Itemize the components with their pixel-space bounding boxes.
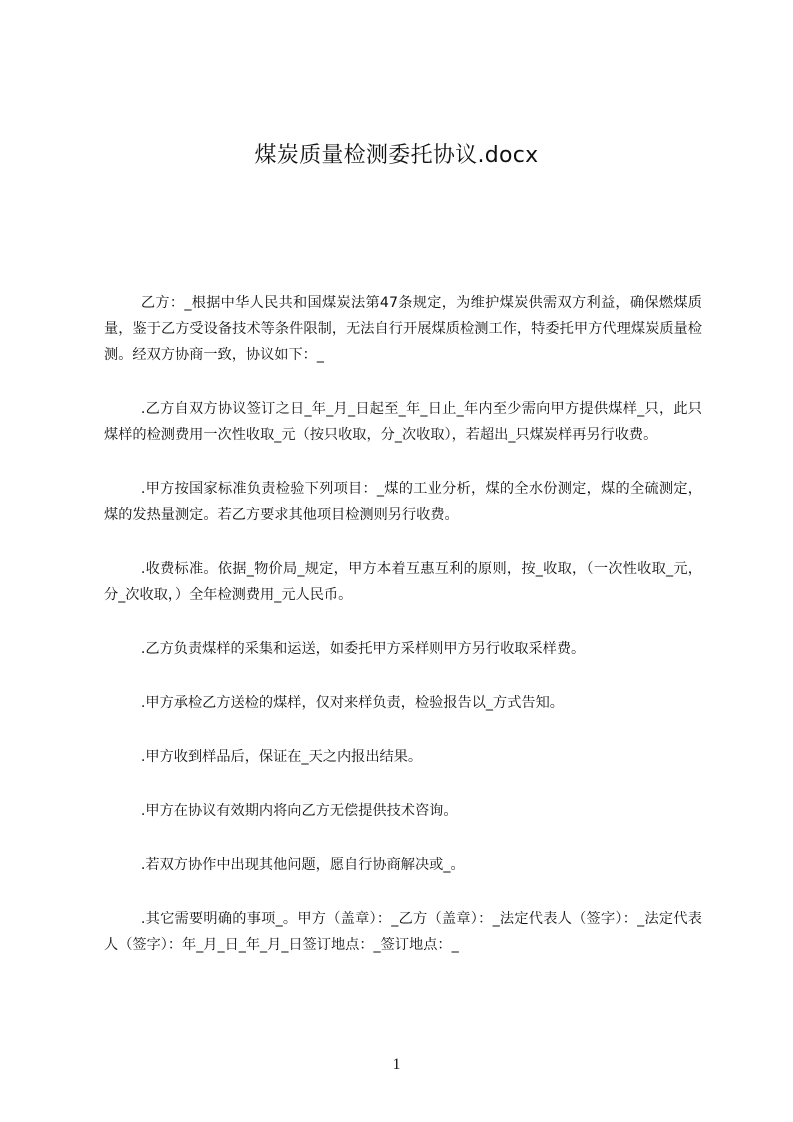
paragraph-consulting: .甲方在协议有效期内将向乙方无偿提供技术咨询。 xyxy=(140,803,458,819)
page-number: 1 xyxy=(392,1056,401,1073)
paragraph-intro: 乙方：_根据中华人民共和国煤炭法第47条规定，为维护煤炭供需双方利益，确保燃煤质量，鉴于乙方受设备技术等条件限制，无法自行开展煤质检测工作，特委托甲方代理煤炭质量检测。经双方协商一致，协议如下：_ xyxy=(104,295,702,363)
document-title: 煤炭质量检测委托协议.docx xyxy=(254,143,539,168)
paragraph-report: .甲方承检乙方送检的煤样，仅对来样负责，检验报告以_方式告知。 xyxy=(140,695,564,711)
paragraph-disputes: .若双方协作中出现其他问题，愿自行协商解决或_。 xyxy=(140,857,465,873)
paragraph-inspection-items: .甲方按国家标准负责检验下列项目：_煤的工业分析，煤的全水份测定，煤的全硫测定，煤的发热量测定。若乙方要求其他项目检测则另行收费。 xyxy=(104,481,702,523)
paragraph-result-time: .甲方收到样品后，保证在_天之内报出结果。 xyxy=(140,749,423,765)
paragraph-signatures: .其它需要明确的事项_。甲方（盖章）：_乙方（盖章）：_法定代表人（签字）：_法定代表人（签字）：年_月_日_年_月_日签订地点：_签订地点：_ xyxy=(104,911,702,953)
paragraph-sample-supply: .乙方自双方协议签订之日_年_月_日起至_年_日止_年内至少需向甲方提供煤样_只，此只煤样的检测费用一次性收取_元（按只收取，分_次收取），若超出_只煤炭样再另行收费。 xyxy=(104,401,702,443)
document-body xyxy=(104,290,702,986)
paragraph-fee-standard: .收费标准。依据_物价局_规定，甲方本着互惠互利的原则，按_收取，（一次性收取_元，分_次收取，）全年检测费用_元人民币。 xyxy=(104,561,702,603)
paragraph-sampling: .乙方负责煤样的采集和运送，如委托甲方采样则甲方另行收取采样费。 xyxy=(140,641,586,657)
